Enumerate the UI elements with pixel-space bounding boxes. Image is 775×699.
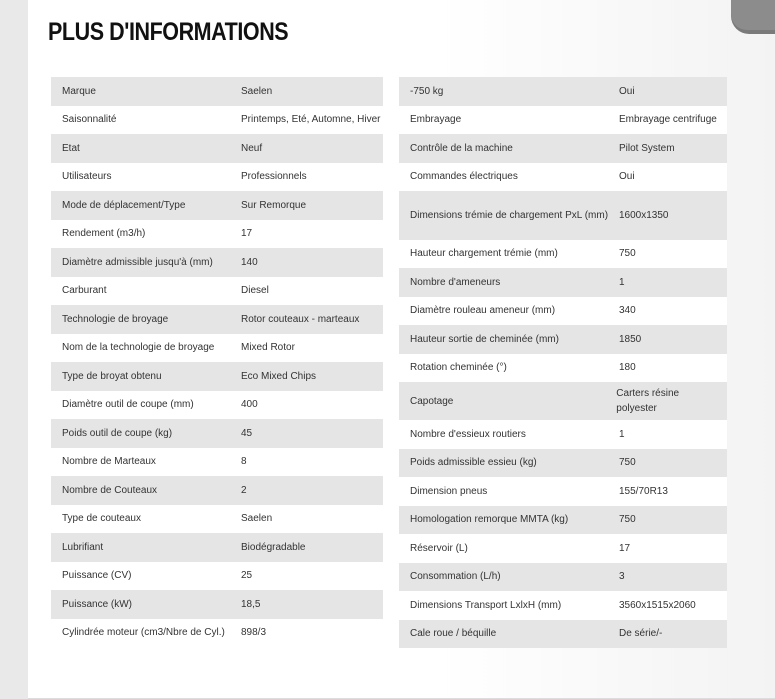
spec-value: 340 (619, 305, 636, 317)
spec-label: Poids admissible essieu (kg) (410, 457, 537, 469)
spec-label: Carburant (62, 285, 107, 297)
spec-value: 1850 (619, 333, 642, 345)
page-title: PLUS D'INFORMATIONS (48, 18, 289, 46)
spec-label: Nombre de Marteaux (62, 456, 156, 468)
spec-value: Sur Remorque (241, 199, 307, 211)
spec-value: 155/70R13 (619, 485, 668, 497)
table-row (399, 77, 727, 106)
spec-label: Lubrifiant (62, 541, 104, 553)
spec-value: 3 (619, 571, 625, 583)
table-row (51, 505, 383, 534)
spec-label: Consommation (L/h) (410, 571, 501, 583)
table-row (399, 297, 727, 326)
table-row (399, 240, 727, 269)
spec-label: Marque (62, 85, 96, 97)
spec-label: Diamètre admissible jusqu'à (mm) (62, 256, 213, 268)
table-row (51, 191, 383, 220)
spec-label: Cylindrée moteur (cm3/Nbre de Cyl.) (62, 627, 225, 639)
spec-value: De série/- (619, 628, 663, 640)
spec-value: 18,5 (241, 598, 261, 610)
table-row (399, 354, 727, 383)
spec-value: 750 (619, 514, 636, 526)
spec-label: Cale roue / béquille (410, 628, 497, 640)
spec-label: Poids outil de coupe (kg) (62, 427, 173, 439)
spec-label: Hauteur sortie de cheminée (mm) (410, 333, 559, 345)
spec-value: 2 (241, 484, 247, 496)
table-row (399, 506, 727, 535)
spec-label: Type de broyat obtenu (62, 370, 162, 382)
spec-value: 17 (619, 542, 631, 554)
spec-label: -750 kg (410, 85, 444, 97)
table-row (399, 106, 727, 135)
table-row (51, 220, 383, 249)
spec-value: Saelen (241, 513, 273, 525)
spec-value: 8 (241, 456, 247, 468)
spec-label: Hauteur chargement trémie (mm) (410, 248, 558, 260)
spec-value: Pilot System (619, 142, 675, 154)
spec-value: Rotor couteaux - marteaux (241, 313, 360, 325)
spec-value: Mixed Rotor (241, 342, 295, 354)
spec-label: Commandes électriques (410, 171, 518, 183)
table-row (399, 620, 727, 649)
spec-label: Dimensions trémie de chargement PxL (mm) (410, 209, 609, 221)
spec-label: Rendement (m3/h) (62, 228, 146, 240)
table-row (51, 590, 383, 619)
spec-value: 3560x1515x2060 (619, 599, 696, 611)
table-row (51, 362, 383, 391)
spec-label: Dimensions Transport LxlxH (mm) (410, 599, 562, 611)
spec-label: Diamètre outil de coupe (mm) (62, 399, 194, 411)
spec-value: Professionnels (241, 171, 307, 183)
table-row (51, 619, 383, 648)
spec-value: Saelen (241, 85, 273, 97)
table-row (51, 305, 383, 334)
table-row (399, 563, 727, 592)
table-row (399, 325, 727, 354)
spec-value: Eco Mixed Chips (241, 370, 317, 382)
spec-value: 17 (241, 228, 253, 240)
spec-value: Biodégradable (241, 541, 306, 553)
spec-label: Nom de la technologie de broyage (62, 342, 215, 354)
specs-table-right (399, 77, 727, 648)
spec-value: 25 (241, 570, 253, 582)
spec-value: 1 (619, 276, 625, 288)
table-row (51, 533, 383, 562)
spec-label: Diamètre rouleau ameneur (mm) (410, 305, 556, 317)
spec-label: Mode de déplacement/Type (62, 199, 186, 211)
spec-value: 1 (619, 428, 625, 440)
spec-label: Dimension pneus (410, 485, 488, 497)
spec-value: 45 (241, 427, 253, 439)
table-row (51, 476, 383, 505)
spec-value: Embrayage centrifuge (619, 114, 717, 126)
spec-label: Type de couteaux (62, 513, 141, 525)
spec-value: Carters résine polyester (616, 388, 680, 414)
table-row (51, 134, 383, 163)
spec-label: Capotage (410, 395, 454, 407)
table-row (399, 163, 727, 192)
spec-value: 1600x1350 (619, 209, 669, 221)
table-row (51, 334, 383, 363)
spec-value: 180 (619, 362, 636, 374)
spec-label: Homologation remorque MMTA (kg) (410, 514, 569, 526)
spec-label: Nombre d'ameneurs (410, 276, 501, 288)
spec-label: Réservoir (L) (410, 542, 468, 554)
table-row (51, 277, 383, 306)
spec-value: Neuf (241, 142, 263, 154)
table-row (51, 163, 383, 192)
table-row (399, 268, 727, 297)
table-row (51, 77, 383, 106)
table-row (51, 106, 383, 135)
spec-label: Puissance (kW) (62, 598, 133, 610)
spec-label: Utilisateurs (62, 171, 112, 183)
spec-label: Nombre d'essieux routiers (410, 428, 526, 440)
specs-table-left (51, 77, 383, 647)
spec-value: 400 (241, 399, 258, 411)
table-row (399, 591, 727, 620)
table-row (399, 191, 727, 240)
table-row (51, 562, 383, 591)
spec-label: Saisonnalité (62, 114, 117, 126)
table-row (51, 248, 383, 277)
table-row (399, 134, 727, 163)
spec-value: Printemps, Eté, Automne, Hiver (241, 114, 381, 126)
spec-label: Puissance (CV) (62, 570, 132, 582)
table-row (399, 449, 727, 478)
table-row (399, 534, 727, 563)
table-row (399, 477, 727, 506)
spec-value: 750 (619, 457, 636, 469)
spec-label: Embrayage (410, 114, 462, 126)
spec-value: 140 (241, 256, 258, 268)
table-row (399, 420, 727, 449)
spec-value: 750 (619, 248, 636, 260)
spec-value: Diesel (241, 285, 269, 297)
spec-value: Oui (619, 85, 635, 97)
table-row (51, 391, 383, 420)
spec-label: Etat (62, 142, 80, 154)
spec-label: Nombre de Couteaux (62, 484, 158, 496)
corner-tab (731, 0, 775, 34)
table-row (51, 448, 383, 477)
spec-value: Oui (619, 171, 635, 183)
spec-label: Contrôle de la machine (410, 142, 513, 154)
table-row (399, 382, 727, 420)
spec-label: Rotation cheminée (°) (410, 362, 507, 374)
table-row (51, 419, 383, 448)
spec-value: 898/3 (241, 627, 267, 639)
spec-label: Technologie de broyage (62, 313, 169, 325)
